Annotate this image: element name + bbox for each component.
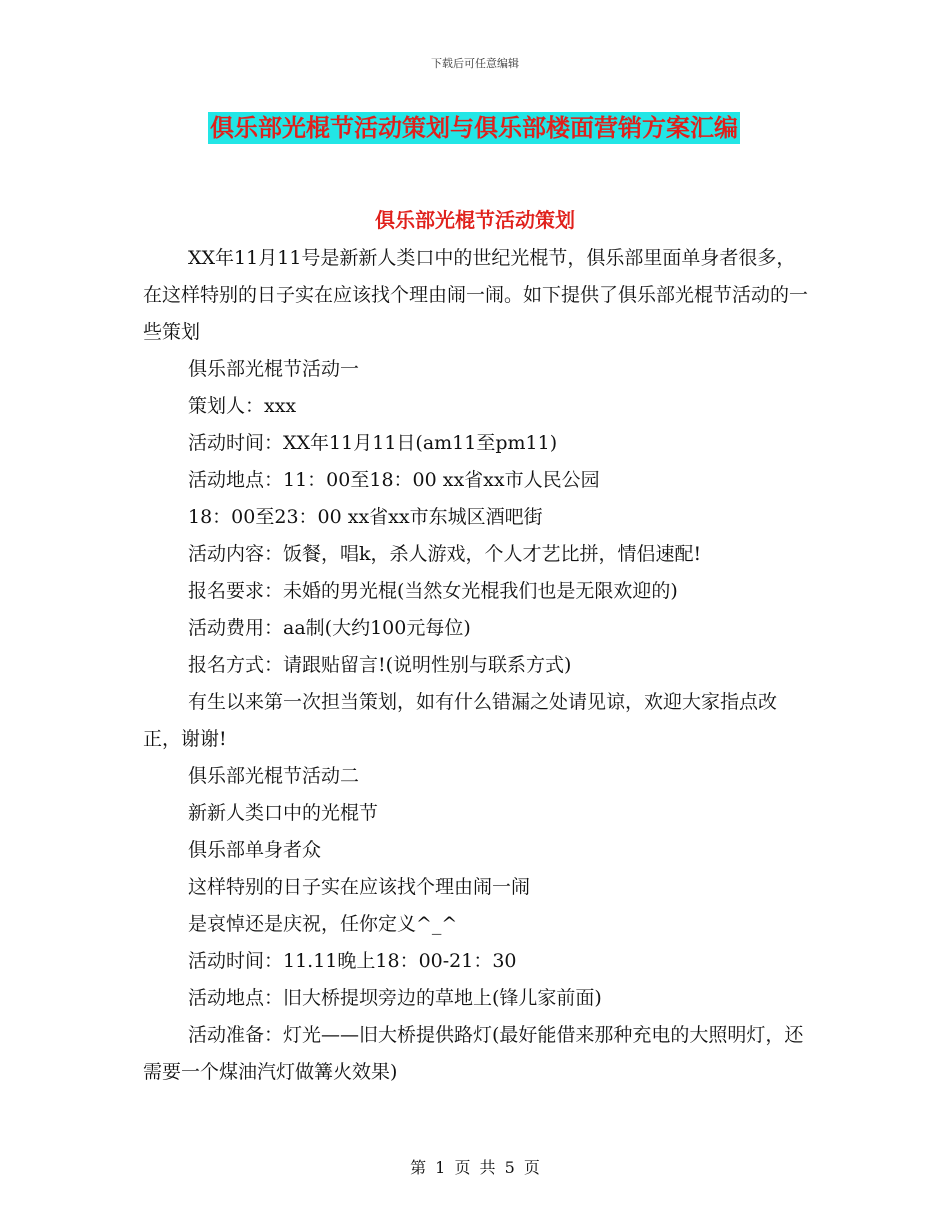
paragraph: 策划人：xxx xyxy=(188,395,297,417)
paragraph: XX年11月11号是新新人类口中的世纪光棍节，俱乐部里面单身者很多，在这样特别的日子实在应该找个理由闹一闹。如下提供了俱乐部光棍节活动的一些策划 xyxy=(143,247,809,343)
body-text xyxy=(143,240,808,1091)
paragraph: 活动时间：XX年11月11日(am11至pm11) xyxy=(188,432,558,454)
paragraph: 活动准备：灯光——旧大桥提供路灯(最好能借来那种充电的大照明灯，还需要一个煤油汽灯做篝火效果) xyxy=(143,1024,804,1083)
paragraph: 活动内容：饭餐，唱k，杀人游戏，个人才艺比拼，情侣速配! xyxy=(188,543,702,565)
paragraph: 俱乐部光棍节活动二 xyxy=(188,765,360,787)
paragraph: 活动费用：aa制(大约100元每位) xyxy=(188,617,471,639)
paragraph: 新新人类口中的光棍节 xyxy=(188,802,379,824)
paragraph: 这样特别的日子实在应该找个理由闹一闹 xyxy=(188,876,531,898)
paragraph: 活动时间：11.11晚上18：00-21：30 xyxy=(188,950,517,972)
paragraph: 是哀悼还是庆祝，任你定义^_^ xyxy=(188,913,458,935)
page-footer: 第 1 页 共 5 页 xyxy=(410,1158,540,1177)
paragraph: 18：00至23：00 xx省xx市东城区酒吧街 xyxy=(188,506,543,528)
paragraph: 俱乐部单身者众 xyxy=(188,839,322,861)
paragraph: 活动地点：旧大桥提坝旁边的草地上(锋儿家前面) xyxy=(188,987,602,1009)
paragraph: 有生以来第一次担当策划，如有什么错漏之处请见谅，欢迎大家指点改正，谢谢! xyxy=(143,691,778,750)
section-title: 俱乐部光棍节活动策划 xyxy=(375,208,575,232)
paragraph: 活动地点：11：00至18：00 xx省xx市人民公园 xyxy=(188,469,600,491)
header-note: 下载后可任意编辑 xyxy=(431,57,519,70)
main-title: 俱乐部光棍节活动策划与俱乐部楼面营销方案汇编 xyxy=(210,113,738,142)
paragraph: 报名方式：请跟贴留言!(说明性别与联系方式) xyxy=(188,654,572,676)
paragraph: 报名要求：未婚的男光棍(当然女光棍我们也是无限欢迎的) xyxy=(188,580,678,602)
paragraph: 俱乐部光棍节活动一 xyxy=(188,358,360,380)
